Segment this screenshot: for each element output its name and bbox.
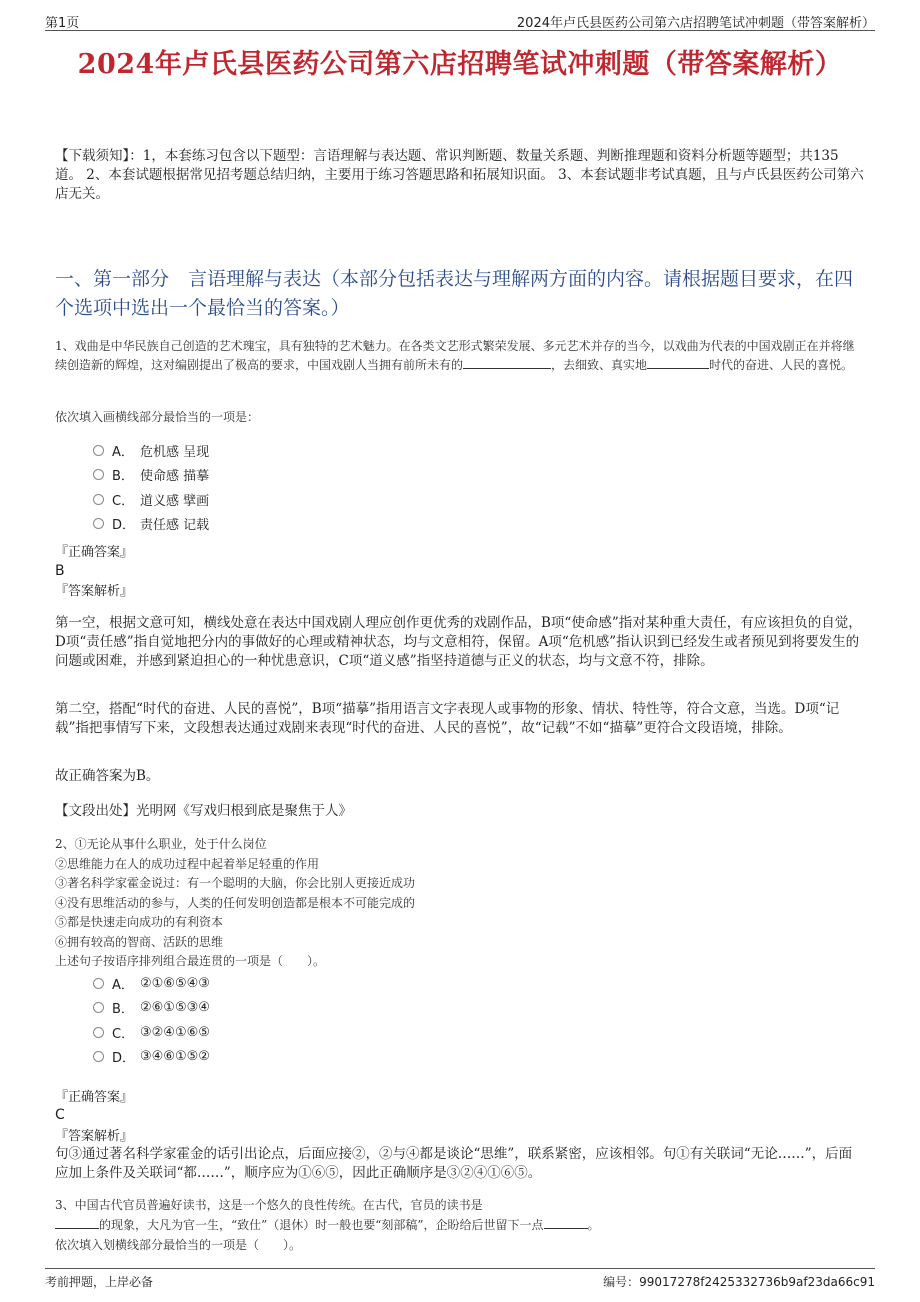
q1-option-c[interactable]: C． 道义感 擘画: [93, 487, 209, 512]
radio-icon[interactable]: [93, 1027, 104, 1038]
radio-icon[interactable]: [93, 469, 104, 480]
q2-analysis: 句③通过著名科学家霍金的话引出论点，后面应接②，②与④都是谈论“思维”，联系紧密，应该相邻。句①有关联词“无论……”，后面应加上条件及关联词“都……”，顺序应为①⑥⑤，因此正确顺序是③②④①⑥⑤。: [55, 1146, 853, 1181]
q3-line-3: 依次填入划横线部分最恰当的一项是（ ）。: [55, 1238, 302, 1252]
q1-blank-2: [647, 368, 709, 369]
header-doc-title: 2024年卢氏县医药公司第六店招聘笔试冲刺题（带答案解析）: [516, 16, 875, 31]
q1-option-a[interactable]: A． 危机感 呈现: [93, 438, 209, 463]
q2-option-d[interactable]: D． ③④⑥①⑤②: [93, 1045, 210, 1070]
radio-icon[interactable]: [93, 978, 104, 989]
q1-answer-heading: 『正确答案』: [55, 545, 134, 560]
q1-analysis-p2: 第二空，搭配“时代的奋进、人民的喜悦”，B项“描摹”指用语言文字表现人或事物的形象、情状、特性等，符合文意，当选。D项“记载”指把事情写下来，文段想表达通过戏剧来表现“时代的奋进、人民的喜悦”，故“记载”不如“描摹”更符合文段语境，排除。: [55, 701, 840, 736]
radio-icon[interactable]: [93, 494, 104, 505]
radio-icon[interactable]: [93, 1002, 104, 1013]
footer-doc-id: 编号：99017278f2425332736b9af23da66c91: [603, 1275, 875, 1289]
q2-option-b[interactable]: B． ②⑥①⑤③④: [93, 996, 210, 1021]
page-footer: [45, 1268, 875, 1302]
page-number: 第1页: [45, 16, 80, 31]
q2-answer-heading: 『正确答案』: [55, 1090, 134, 1105]
radio-icon[interactable]: [93, 445, 104, 456]
q2-option-c[interactable]: C． ③②④①⑥⑤: [93, 1020, 210, 1045]
page-header: [45, 12, 875, 31]
q1-prompt: 依次填入画横线部分最恰当的一项是：: [55, 410, 260, 424]
q2-options: [93, 971, 210, 1069]
q1-options: [93, 438, 209, 536]
q1-analysis-p1: 第一空，根据文意可知，横线处意在表达中国戏剧人理应创作更优秀的戏剧作品，B项“使命感”指对某种重大责任，有应该担负的自觉，D项“责任感”指自觉地把分内的事做好的心理或精神状态，均与文意相符，保留。A项“危机感”指认识到已经发生或者预见到将要发生的问题或困难，并感到紧迫担心的一种忧患意识，C项“道义感”指坚持道德与正义的状态，均与文意不符，排除。: [55, 615, 862, 669]
q2-stem: 2、①无论从事什么职业，处于什么岗位 ②思维能力在人的成功过程中起着举足轻重的作用 ③著名科学家霍金说过：有一个聪明的大脑，你会比别人更接近成功 ④没有思维活动的参与，人类的任何发明创造都是根本不可能完成的 ⑤都是快速走向成功的有利资本 ⑥拥有较高的智商、活跃的思维 上述句子按语序排列组合最连贯的一项是（ ）。: [55, 837, 416, 968]
q2-answer: C: [55, 1107, 65, 1123]
q3-line-1: 3、中国古代官员普遍好读书，这是一个悠久的良性传统。在古代，官员的读书是: [55, 1198, 483, 1212]
q3-line-2: 的现象，大凡为官一生，“致仕”（退休）时一般也要“刻部稿”，企盼给后世留下一点 。: [55, 1216, 865, 1235]
q2-analysis-heading: 『答案解析』: [55, 1129, 134, 1144]
radio-icon[interactable]: [93, 518, 104, 529]
q2-option-a[interactable]: A． ②①⑥⑤④③: [93, 971, 210, 996]
q3-blank-1: [55, 1228, 99, 1229]
q1-stem: 1、戏曲是中华民族自己创造的艺术瑰宝，具有独特的艺术魅力。在各类文艺形式繁荣发展、多元艺术并存的当今，以戏曲为代表的中国戏剧正在并将继续创造新的辉煌，这对编剧提出了极高的要求，中国戏剧人当拥有前所未有的 ，去细致、真实地 时代的奋进、人民的喜悦。: [55, 339, 855, 372]
q1-blank-1: [463, 368, 551, 369]
q1-analysis-p3: 故正确答案为B。: [55, 768, 160, 784]
q1-source: 【文段出处】光明网《写戏归根到底是聚焦于人》: [55, 803, 352, 819]
q1-analysis-heading: 『答案解析』: [55, 584, 134, 599]
document-title: 2024年卢氏县医药公司第六店招聘笔试冲刺题（带答案解析）: [77, 49, 843, 80]
section-heading: 一、第一部分 言语理解与表达（本部分包括表达与理解两方面的内容。请根据题目要求，在四个选项中选出一个最恰当的答案。）: [55, 268, 854, 319]
download-notice: 【下载须知】：1，本套练习包含以下题型：言语理解与表达题、常识判断题、数量关系题、判断推理题和资料分析题等题型；共135道。 2、本套试题根据常见招考题总结归纳，主要用于练习答题思路和拓展知识面。 3、本套试题非考试真题，且与卢氏县医药公司第六店无关。: [55, 148, 864, 202]
q1-option-d[interactable]: D． 责任感 记载: [93, 512, 209, 537]
q3-blank-2: [544, 1228, 588, 1229]
radio-icon[interactable]: [93, 1051, 104, 1062]
q1-option-b[interactable]: B． 使命感 描摹: [93, 463, 209, 488]
q1-answer: B: [55, 563, 65, 579]
footer-slogan: 考前押题，上岸必备: [45, 1275, 154, 1289]
